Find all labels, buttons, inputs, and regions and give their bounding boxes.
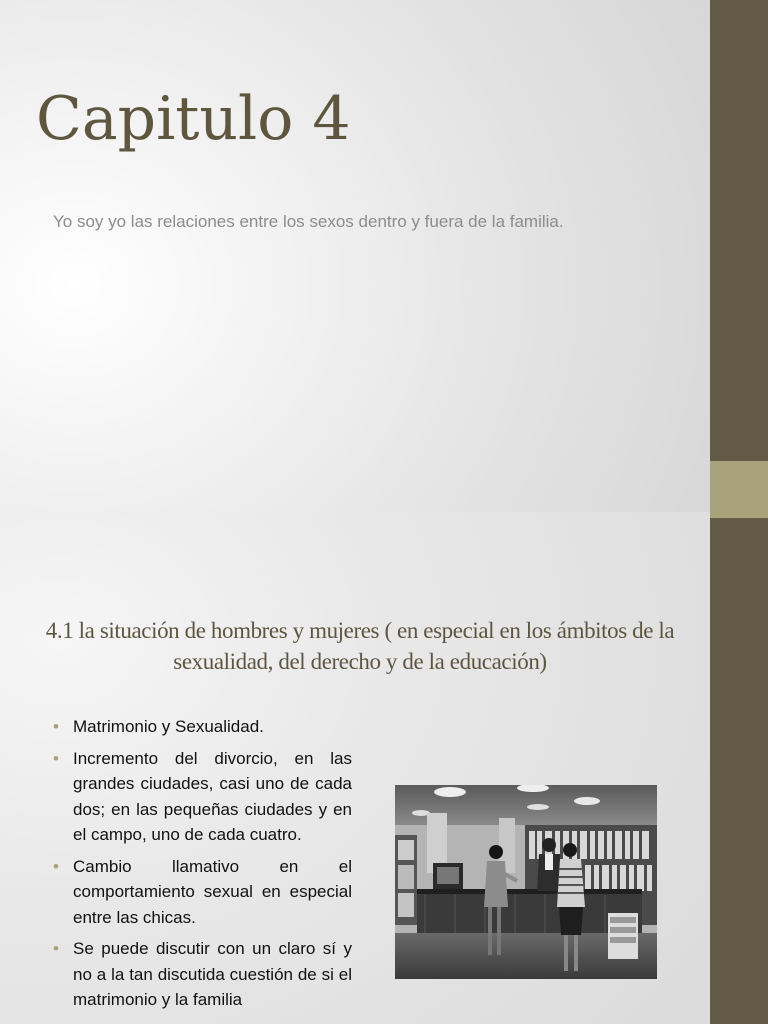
slide-content (0, 512, 710, 1024)
section-heading: 4.1 la situación de hombres y mujeres ( en especial en los ámbitos de la sexualidad, del derecho y de la educación) (45, 618, 675, 674)
photo-illustration (395, 785, 657, 979)
bullet-dot-icon: • (53, 748, 59, 768)
slide-subtitle: Yo soy yo las relaciones entre los sexos dentro y fuera de la familia. (53, 212, 564, 231)
sidebar-band-bottom (710, 518, 768, 1024)
bullet-item (52, 746, 352, 848)
bullet-item (52, 854, 352, 931)
bullet-dot-icon: • (53, 856, 59, 876)
sidebar-band-top (710, 0, 768, 461)
bullet-item (52, 714, 352, 740)
bullet-text: Matrimonio y Sexualidad. (73, 717, 264, 736)
slide-title-heading: Capitulo 4 (36, 84, 351, 154)
bullet-dot-icon: • (53, 939, 59, 958)
sidebar-accent-band (710, 461, 768, 518)
bullet-dot-icon: • (53, 717, 59, 736)
bullet-list (52, 714, 352, 1019)
bullet-item (52, 936, 352, 1013)
bullet-text: Cambio llamativo en el comportamiento sexual en especial entre las chicas. (73, 856, 352, 927)
shop-photo (395, 785, 657, 979)
bullet-text: Se puede discutir con un claro sí y no a la tan discutida cuestión de si el matrimonio y la familia (73, 939, 352, 1009)
bullet-text: Incremento del divorcio, en las grandes ciudades, casi uno de cada dos; en las pequeñas ciudades y en el campo, uno de cada cuatro. (73, 748, 352, 844)
slide-title (0, 0, 710, 512)
